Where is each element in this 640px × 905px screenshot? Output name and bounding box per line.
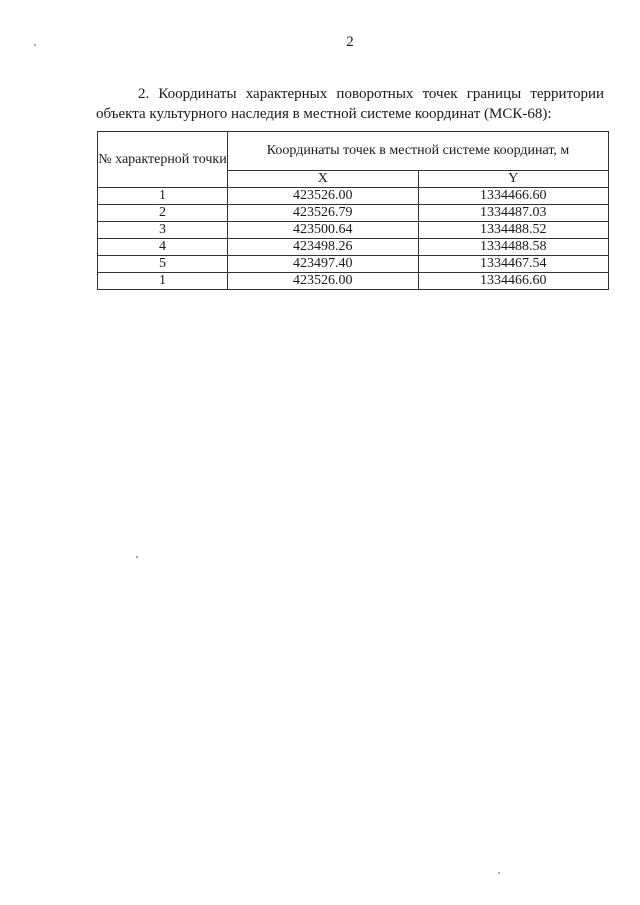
cell-y: 1334487.03 — [418, 205, 609, 222]
cell-y: 1334466.60 — [418, 188, 609, 205]
header-point-number: № характерной точки — [98, 132, 228, 188]
header-y: Y — [418, 171, 609, 188]
cell-y: 1334466.60 — [418, 273, 609, 290]
table-row — [98, 239, 609, 256]
section-paragraph: 2. Координаты характерных поворотных точек границы территории объекта культурного наследия в местной системе координат (МСК-68): — [96, 86, 604, 122]
table-header-row — [98, 132, 609, 171]
cell-x: 423497.40 — [228, 256, 419, 273]
cell-point: 2 — [98, 205, 228, 222]
scan-speck — [136, 556, 138, 558]
cell-y: 1334488.58 — [418, 239, 609, 256]
page-number: 2 — [346, 34, 354, 50]
cell-y: 1334488.52 — [418, 222, 609, 239]
table-row — [98, 205, 609, 222]
cell-x: 423526.00 — [228, 273, 419, 290]
scan-speck — [498, 872, 500, 874]
cell-y: 1334467.54 — [418, 256, 609, 273]
cell-point: 4 — [98, 239, 228, 256]
table-row — [98, 273, 609, 290]
cell-x: 423526.00 — [228, 188, 419, 205]
table-row — [98, 256, 609, 273]
cell-x: 423500.64 — [228, 222, 419, 239]
cell-point: 5 — [98, 256, 228, 273]
cell-x: 423498.26 — [228, 239, 419, 256]
cell-point: 3 — [98, 222, 228, 239]
table-row — [98, 222, 609, 239]
table-row — [98, 188, 609, 205]
cell-point: 1 — [98, 273, 228, 290]
cell-point: 1 — [98, 188, 228, 205]
coordinates-table — [97, 131, 609, 290]
scan-speck — [34, 44, 36, 46]
header-coordinates-group: Координаты точек в местной системе координат, м — [228, 132, 609, 171]
cell-x: 423526.79 — [228, 205, 419, 222]
header-x: X — [228, 171, 419, 188]
